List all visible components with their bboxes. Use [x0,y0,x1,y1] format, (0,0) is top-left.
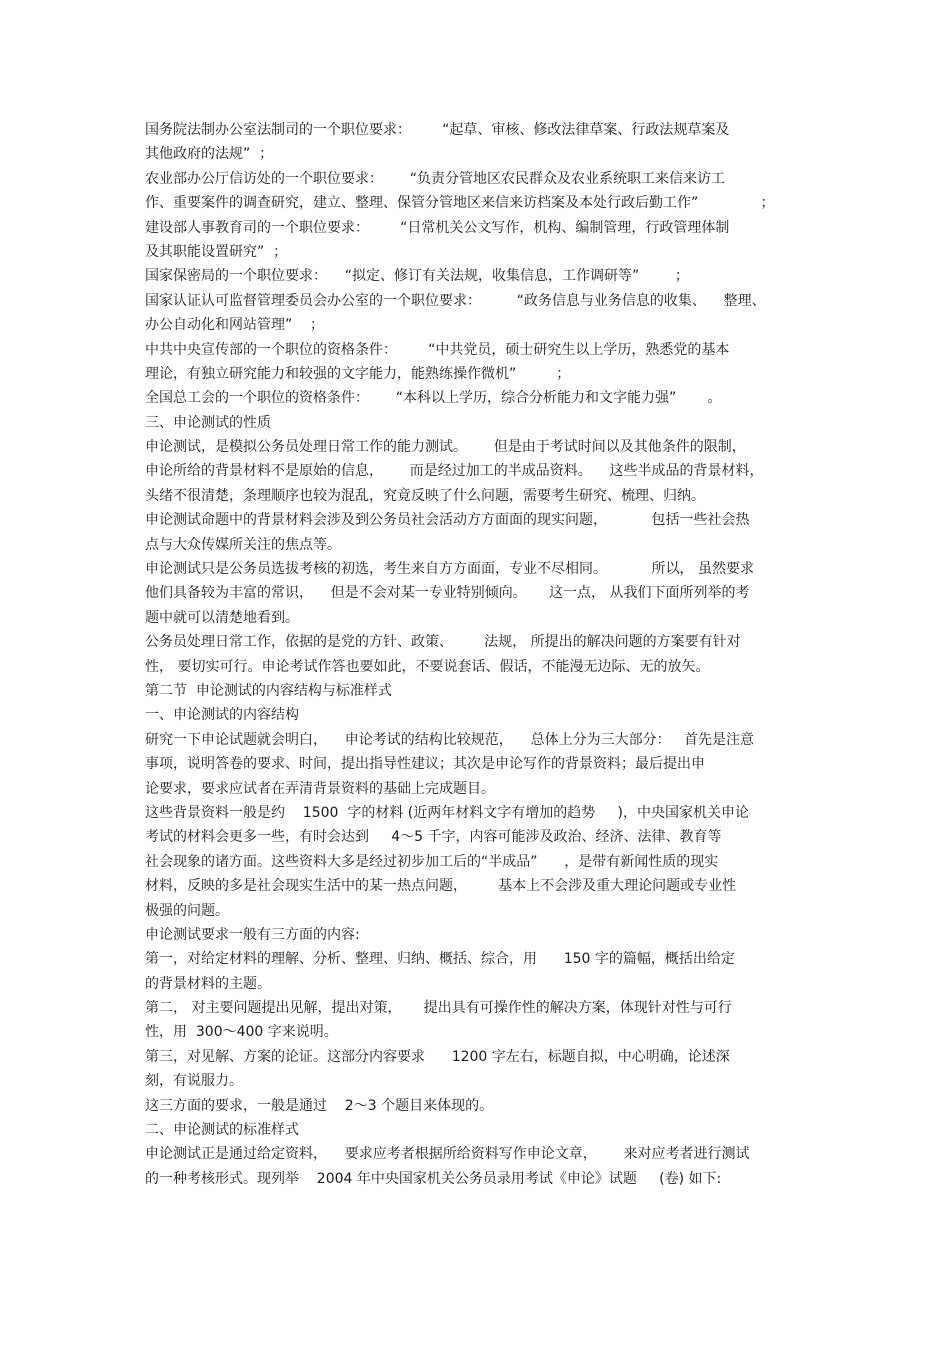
text-line: 中共中央宣传部的一个职位的资格条件： “中共党员，硕士研究生以上学历，熟悉党的基本 [145,341,730,358]
text-line: 其他政府的法规” ； [145,146,274,163]
text-line: 农业部办公厅信访处的一个职位要求： “负责分管地区农民群众及农业系统职工来信来访工 [145,170,725,187]
text-line: 刻，有说服力。 [145,1073,243,1090]
text-line: 公务员处理日常工作，依据的是党的方针、政策、 法规， 所提出的解决问题的方案要有针对 [145,634,741,651]
text-line: 头绪不很清楚，条理顺序也较为混乱，究竟反映了什么问题，需要考生研究、梳理、归纳。 [145,487,705,504]
text-line: 性， 要切实可行。申论考试作答也要如此，不要说套话、假话，不能漫无边际、无的放矢。 [145,658,710,675]
text-line: 这些背景资料一般是约 1500 字的材料 (近两年材料文字有增加的趋势 )，中央国家机关申论 [145,804,749,821]
text-line: 材料，反映的多是社会现实生活中的某一热点问题， 基本上不会涉及重大理论问题或专业性 [145,878,737,895]
text-line: 社会现象的诸方面。这些资料大多是经过初步加工后的“半成品” ，是带有新闻性质的现实 [145,853,719,870]
text-line: 申论测试命题中的背景材料会涉及到公务员社会活动方方面面的现实问题， 包括一些社会热 [145,512,750,529]
document-body [145,118,815,1191]
text-line: 事项，说明答卷的要求、时间，提出指导性建议；其次是申论写作的背景资料；最后提出申 [145,756,705,773]
text-line: 题中就可以清楚地看到。 [145,609,299,626]
text-line: 的一种考核形式。现列举 2004 年中央国家机关公务员录用考试《申论》试题 (卷) 如下: [145,1170,722,1187]
text-line: 这三方面的要求，一般是通过 2～3 个题目来体现的。 [145,1097,494,1114]
text-line: 申论测试，是模拟公务员处理日常工作的能力测试。 但是由于考试时间以及其他条件的限制， [145,439,746,456]
text-line: 点与大众传媒所关注的焦点等。 [145,536,341,553]
text-line: 国家保密局的一个职位要求： “拟定、修订有关法规，收集信息，工作调研等” ； [145,268,689,285]
text-line: 第二节 申论测试的内容结构与标准样式 [145,682,392,699]
text-line: 性，用 300～400 字来说明。 [145,1024,338,1041]
text-line: 第三，对见解、方案的论证。这部分内容要求 1200 字左右，标题自拟，中心明确，论述深 [145,1048,730,1065]
text-line: 申论所给的背景材料不是原始的信息， 而是经过加工的半成品资料。 这些半成品的背景材料， [145,463,764,480]
text-line: 研究一下申论试题就会明白， 申论考试的结构比较规范， 总体上分为三大部分： 首先是注意 [145,731,754,748]
text-line: 申论测试要求一般有三方面的内容: [145,926,360,943]
text-line: 国务院法制办公室法制司的一个职位要求： “起草、审核、修改法律草案、行政法规草案及 [145,122,730,138]
text-line: 申论测试只是公务员选拔考核的初选，考生来自方方面面，专业不尽相同。 所以， 虽然要求 [145,561,754,578]
text-line: 二、申论测试的标准样式 [145,1122,299,1139]
text-line: 论要求，要求应试者在弄清背景资料的基础上完成题目。 [145,780,495,797]
text-line: 考试的材料会更多一些，有时会达到 4～5 千字，内容可能涉及政治、经济、法律、教育等 [145,829,722,846]
text-line: 理论，有独立研究能力和较强的文字能力，能熟练操作微机” ； [145,365,571,382]
text-line: 三、申论测试的性质 [145,414,271,431]
text-line: 全国总工会的一个职位的资格条件： “本科以上学历，综合分析能力和文字能力强” 。 [145,390,722,407]
text-line: 的背景材料的主题。 [145,975,271,992]
text-line: 极强的问题。 [145,902,229,919]
text-line: 第一，对给定材料的理解、分析、整理、归纳、概括、综合，用 150 字的篇幅，概括出给定 [145,951,735,968]
text-line: 及其职能设置研究” ； [145,243,288,260]
text-line: 第二， 对主要问题提出见解，提出对策， 提出具有可操作性的解决方案，体现针对性与可行 [145,1000,732,1017]
text-line: 办公自动化和网站管理” ； [145,317,325,334]
text-line: 建设部人事教育司的一个职位要求： “日常机关公文写作，机构、编制管理，行政管理体制 [145,219,730,236]
text-line: 作、重要案件的调查研究，建立、整理、保管分管地区来信来访档案及本处行政后勤工作” ； [145,195,775,212]
text-line: 他们具备较为丰富的常识， 但是不会对某一专业特别倾向。 这一点， 从我们下面所列举的考 [145,585,750,602]
text-line: 一、申论测试的内容结构 [145,707,299,724]
text-line: 国家认证认可监督管理委员会办公室的一个职位要求： “政务信息与业务信息的收集、 整理、 [145,292,766,309]
text-line: 申论测试正是通过给定资料， 要求应考者根据所给资料写作申论文章， 来对应考者进行测试 [145,1146,750,1163]
